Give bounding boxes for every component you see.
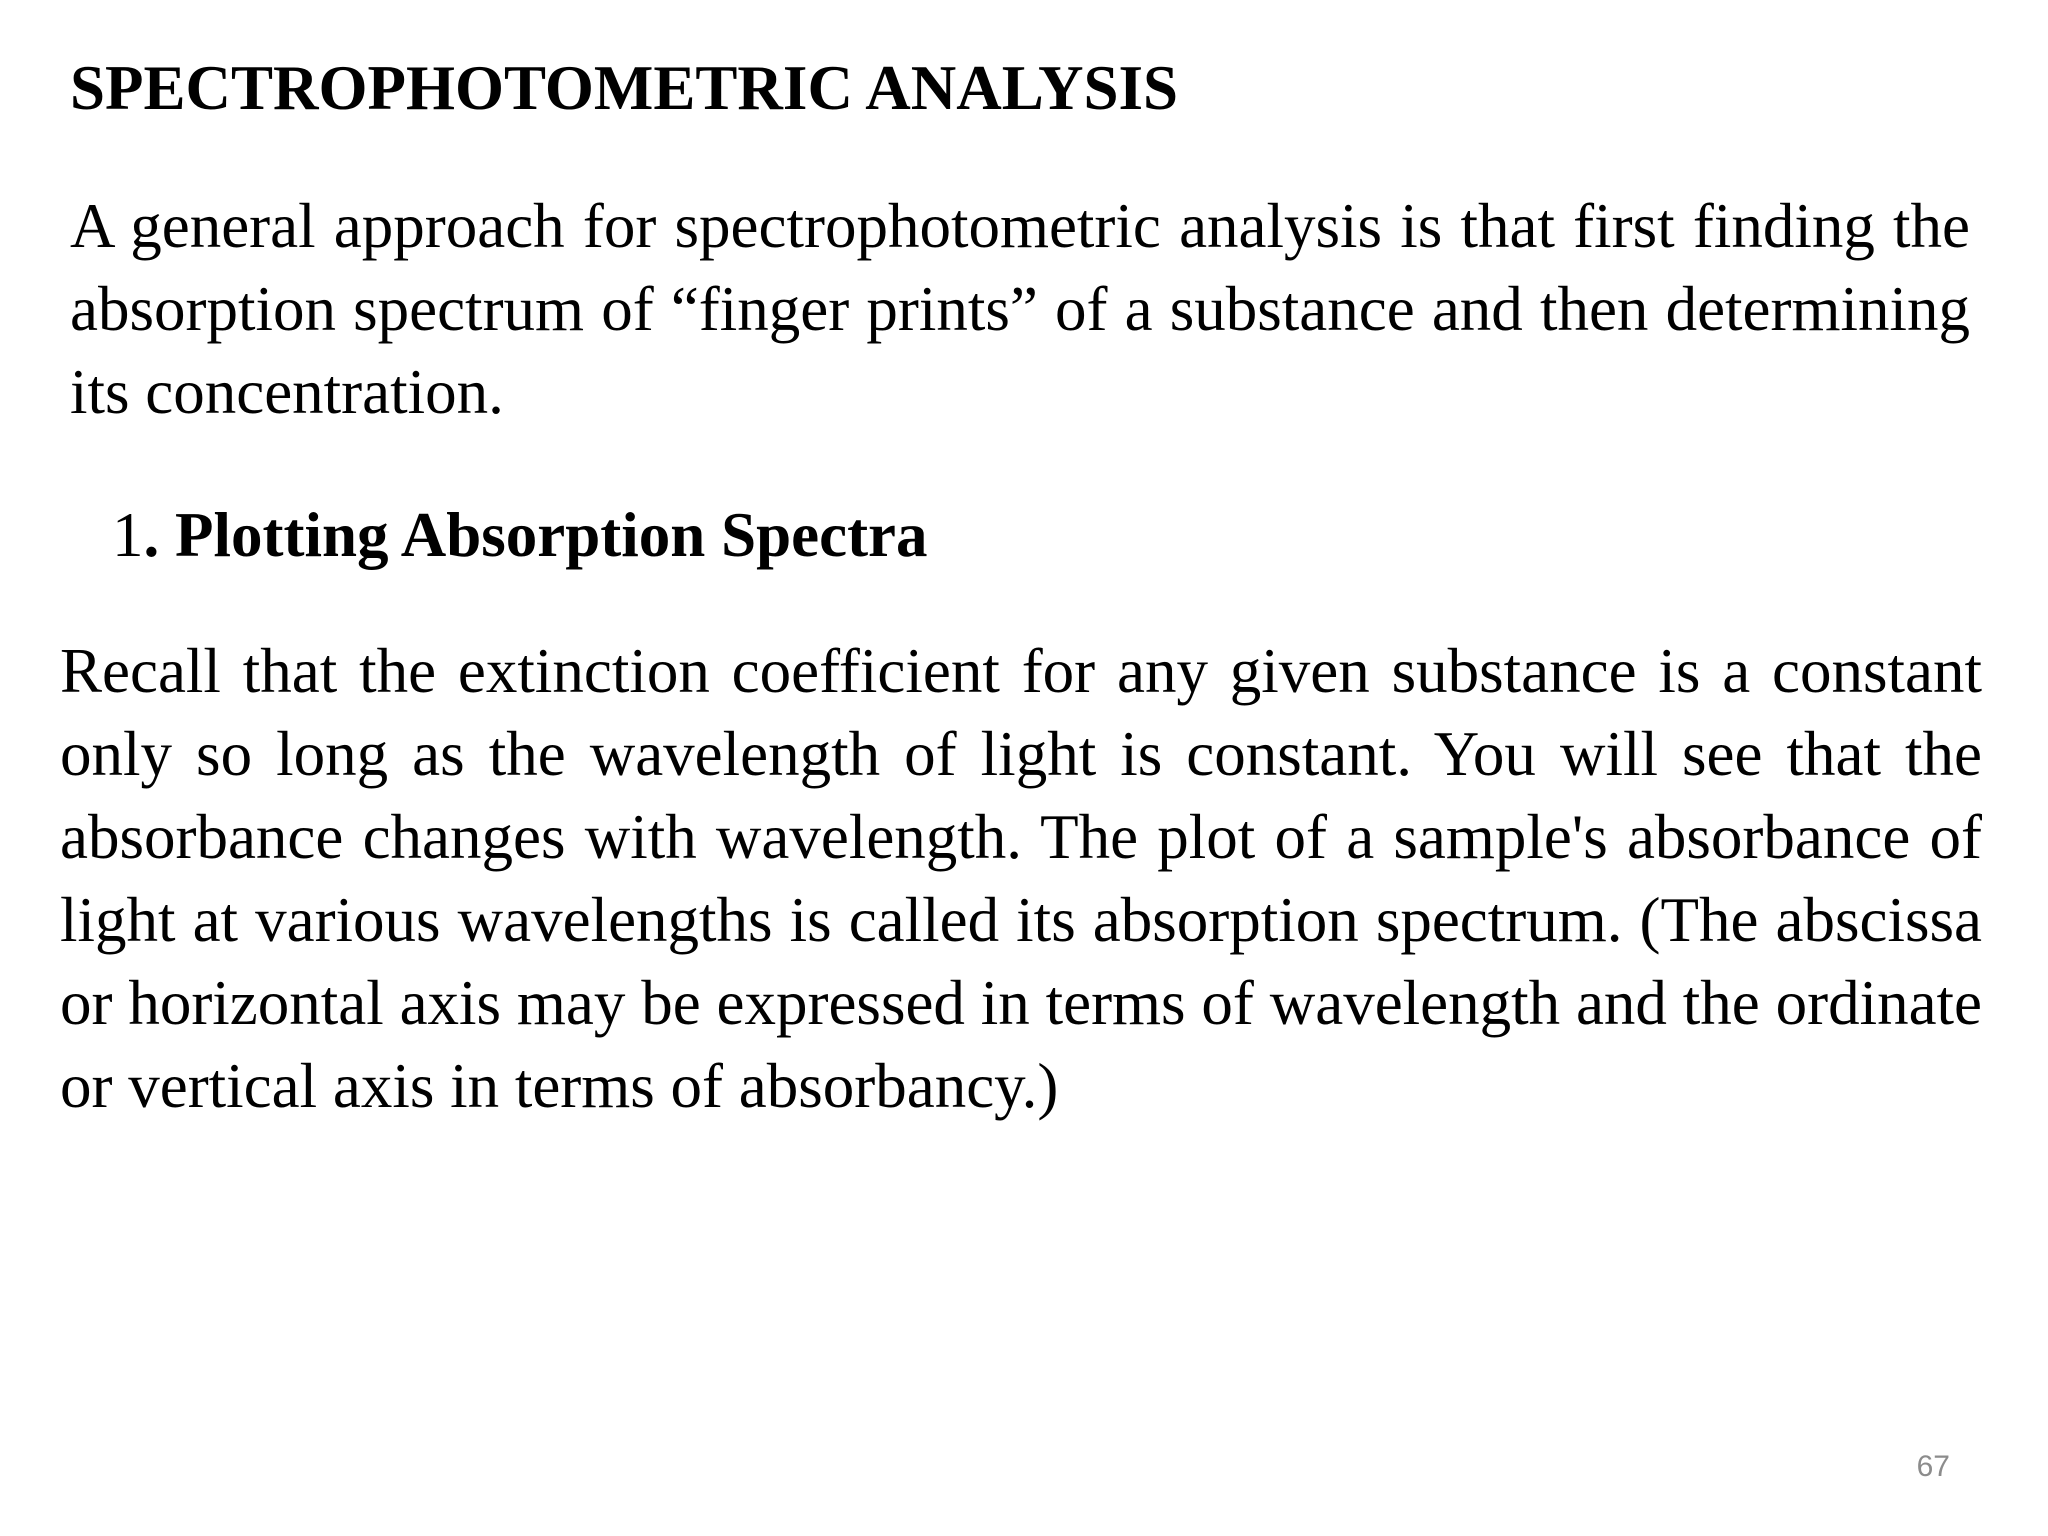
section-heading bbox=[112, 495, 928, 575]
page-number: 67 bbox=[1916, 1450, 1950, 1483]
section-heading-text: . Plotting Absorption Spectra bbox=[143, 500, 928, 570]
slide-title: SPECTROPHOTOMETRIC ANALYSIS bbox=[70, 53, 1179, 123]
body-paragraph: Recall that the extinction coefficient for any given substance is a constant only so long as the wavelength of light is constant. You will see that the absorbance changes with wavelength. The plot of a sample's absorbance of light at various wavelengths is called its absorption spectrum. (The abscissa or horizontal axis may be expressed in terms of wavelength and the ordinate or vertical axis in terms of absorbancy.) bbox=[60, 636, 1982, 1121]
section-number: 1 bbox=[112, 500, 144, 570]
intro-paragraph: A general approach for spectrophotometric analysis is that first finding the absorption spectrum of “finger prints” of a substance and then determining its concentration. bbox=[70, 191, 1970, 427]
